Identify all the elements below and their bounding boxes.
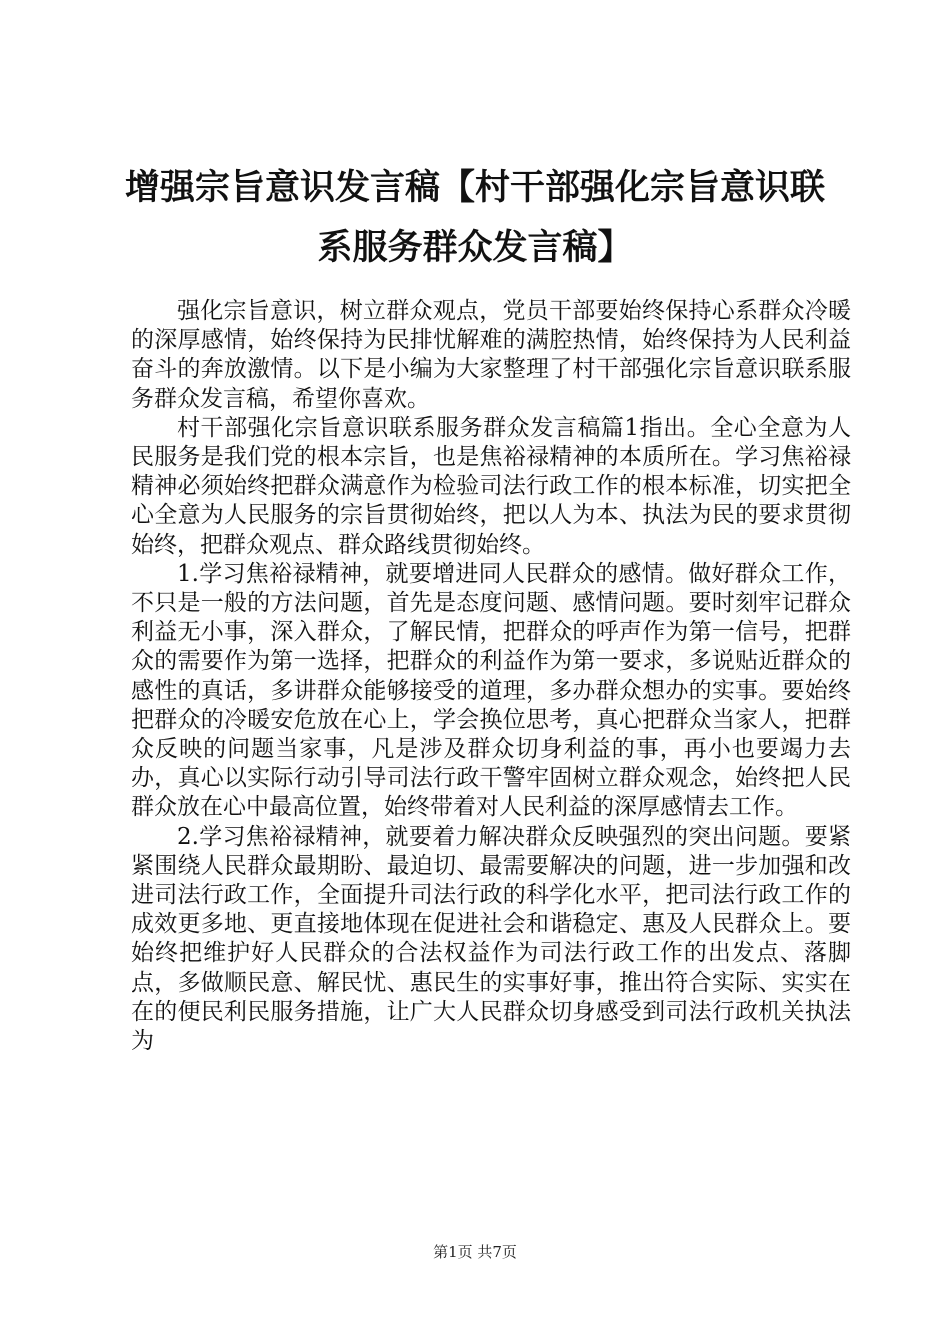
paragraph-intro: 强化宗旨意识，树立群众观点，党员干部要始终保持心系群众冷暖的深厚感情，始终保持为民排忧解难的满腔热情，始终保持为人民利益奋斗的奔放激情。以下是小编为大家整理了村干部强化宗旨意识联系服务群众发言稿，希望你喜欢。 <box>131 298 851 412</box>
paragraph-section-1: 村干部强化宗旨意识联系服务群众发言稿篇1指出。全心全意为人民服务是我们党的根本宗旨，也是焦裕禄精神的本质所在。学习焦裕禄精神必须始终把群众满意作为检验司法行政工作的根本标准，切实把全心全意为人民服务的宗旨贯彻始终，把以人为本、执法为民的要求贯彻始终，把群众观点、群众路线贯彻始终。 <box>131 414 851 558</box>
paragraph-point-2: 2.学习焦裕禄精神，就要着力解决群众反映强烈的突出问题。要紧紧围绕人民群众最期盼、最迫切、最需要解决的问题，进一步加强和改进司法行政工作，全面提升司法行政的科学化水平，把司法行政工作的成效更多地、更直接地体现在促进社会和谐稳定、惠及人民群众上。要始终把维护好人民群众的合法权益作为司法行政工作的出发点、落脚点，多做顺民意、解民忧、惠民生的实事好事，推出符合实际、实实在在的便民利民服务措施，让广大人民群众切身感受到司法行政机关执法为 <box>131 823 851 1055</box>
page-number: 第1页 共7页 <box>433 1243 517 1261</box>
document-body <box>131 297 851 1056</box>
paragraph-point-1: 1.学习焦裕禄精神，就要增进同人民群众的感情。做好群众工作，不只是一般的方法问题，首先是态度问题、感情问题。要时刻牢记群众利益无小事，深入群众，了解民情，把群众的呼声作为第一信号，把群众的需要作为第一选择，把群众的利益作为第一要求，多说贴近群众的感性的真话，多讲群众能够接受的道理，多办群众想办的实事。要始终把群众的冷暖安危放在心上，学会换位思考，真心把群众当家人，把群众反映的问题当家事，凡是涉及群众切身利益的事，再小也要竭力去办，真心以实际行动引导司法行政干警牢固树立群众观念，始终把人民群众放在心中最高位置，始终带着对人民利益的深厚感情去工作。 <box>131 560 851 821</box>
document-title: 增强宗旨意识发言稿【村干部强化宗旨意识联系服务群众发言稿】 <box>124 168 825 268</box>
